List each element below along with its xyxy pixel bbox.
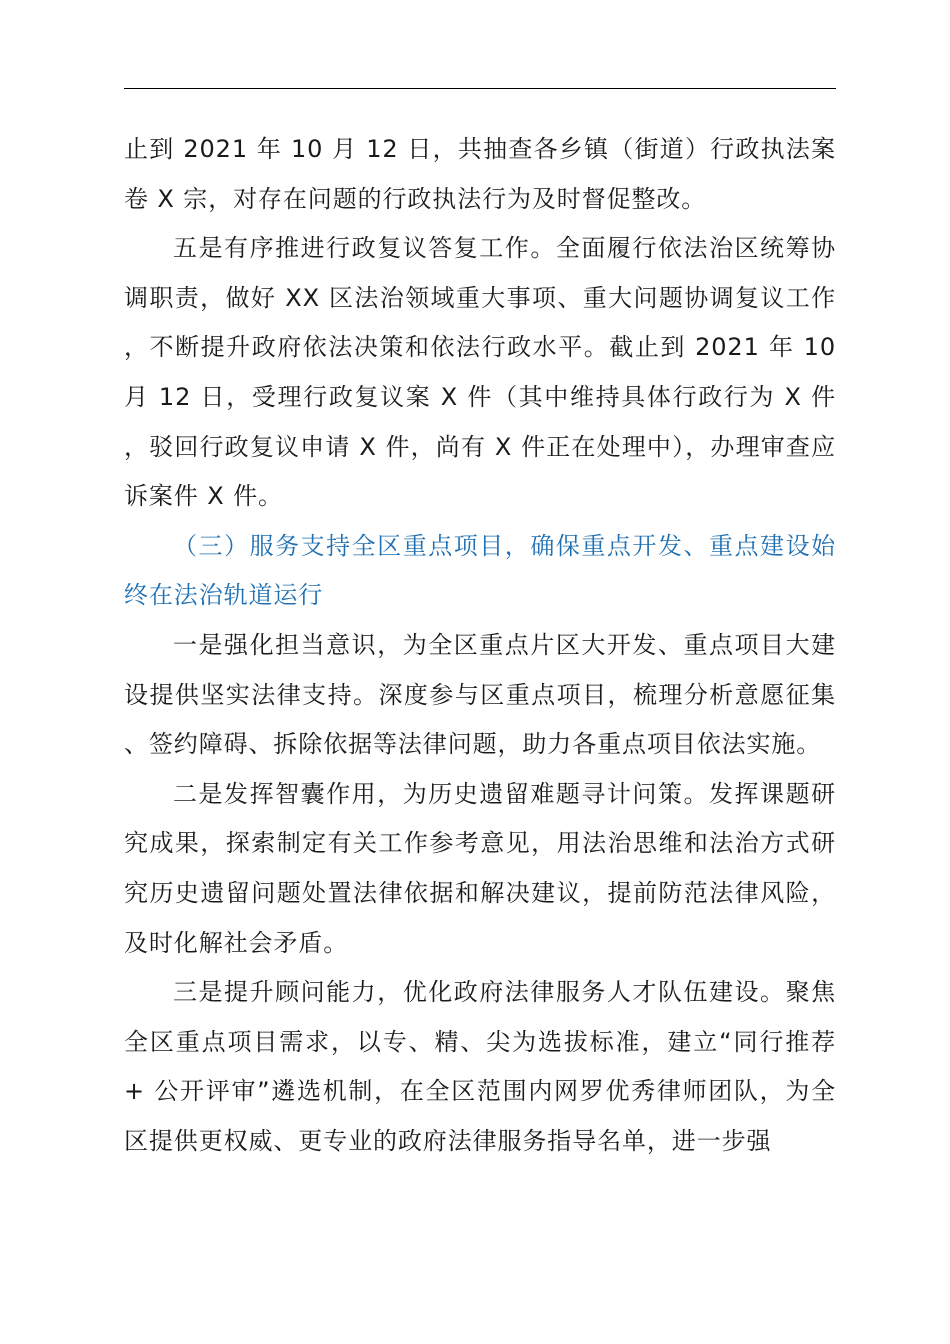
paragraph-admin-review: 五是有序推进行政复议答复工作。全面履行依法治区统筹协调职责，做好 XX 区法治领域重大事项、重大问题协调复议工作，不断提升政府依法决策和依法行政水平。截止到 2021 年 10 月 12 日，受理行政复议案 X 件（其中维持具体行政行为 X 件，驳回行政复议申请 X 件，尚有 X 件正在处理中），办理审查应诉案件 X 件。 — [124, 234, 836, 511]
paragraph-continuation: 止到 2021 年 10 月 12 日，共抽查各乡镇（街道）行政执法案卷 X 宗，对存在问题的行政执法行为及时督促整改。 — [124, 135, 836, 213]
paragraph-point-3: 三是提升顾问能力，优化政府法律服务人才队伍建设。聚焦全区重点项目需求，以专、精、尖为选拔标准，建立“同行推荐 + 公开评审”遴选机制，在全区范围内网罗优秀律师团队，为全区提供更权威、更专业的政府法律服务指导名单，进一步强 — [124, 978, 836, 1155]
header-rule — [124, 88, 836, 89]
document-body — [124, 125, 836, 1166]
paragraph-point-1: 一是强化担当意识，为全区重点片区大开发、重点项目大建设提供坚实法律支持。深度参与区重点项目，梳理分析意愿征集、签约障碍、拆除依据等法律问题，助力各重点项目依法实施。 — [124, 630, 836, 759]
paragraph-point-2: 二是发挥智囊作用，为历史遗留难题寻计问策。发挥课题研究成果，探索制定有关工作参考意见，用法治思维和法治方式研究历史遗留问题处置法律依据和解决建议，提前防范法律风险，及时化解社会矛盾。 — [124, 779, 836, 957]
section-heading-3: （三）服务支持全区重点项目，确保重点开发、重点建设始终在法治轨道运行 — [124, 531, 836, 610]
